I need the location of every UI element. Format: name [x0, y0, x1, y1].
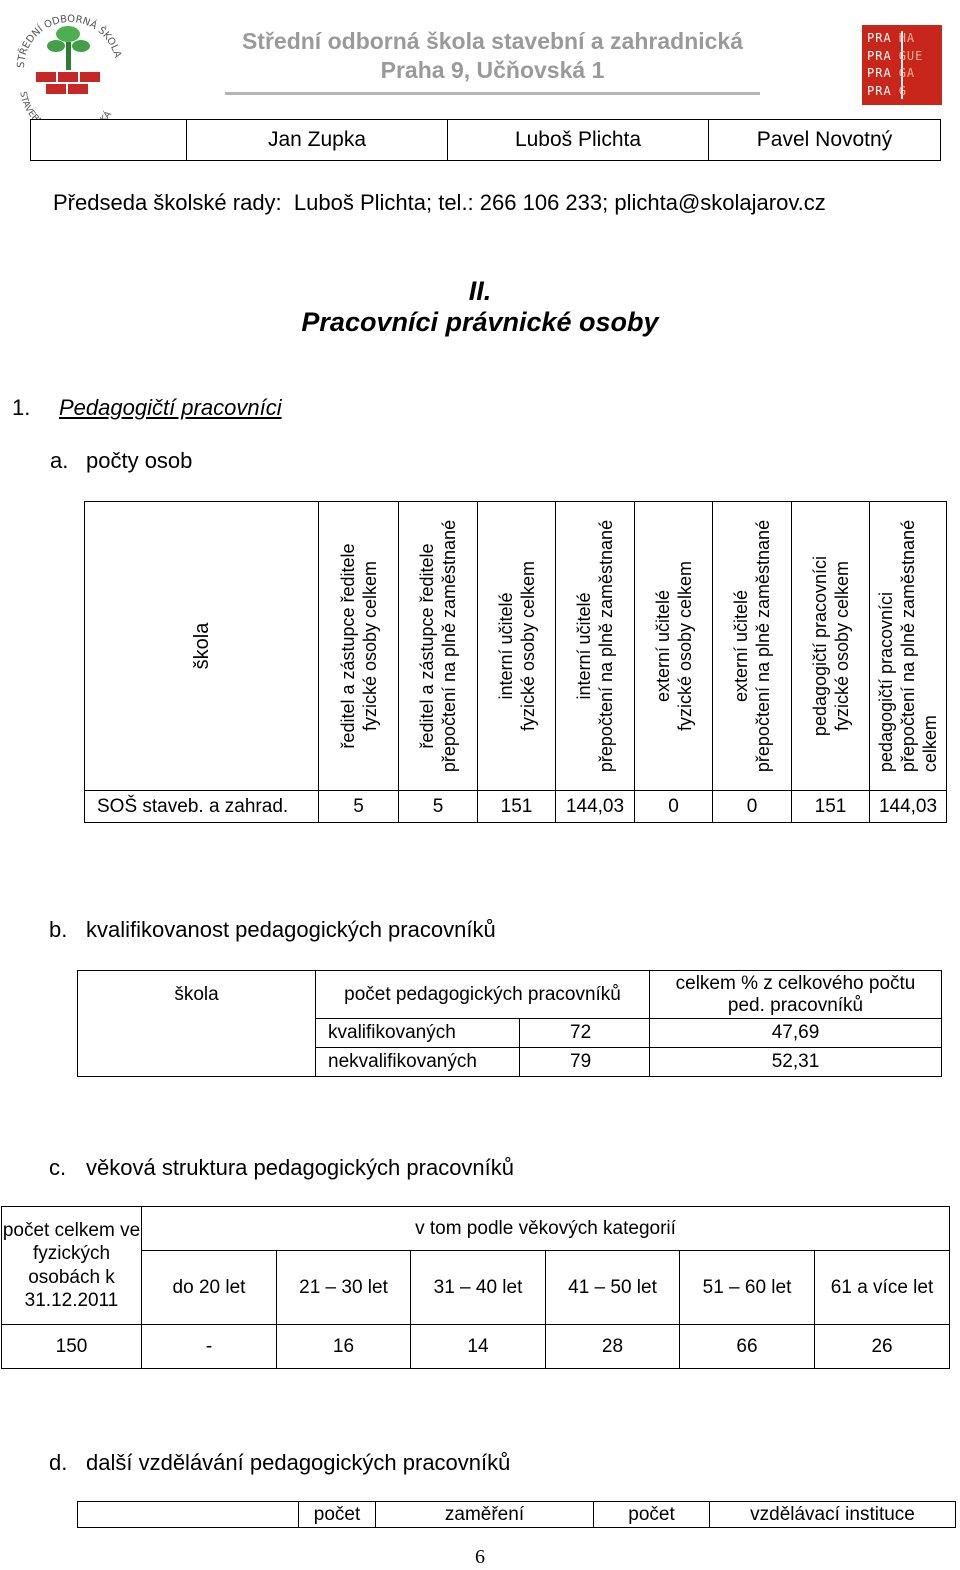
headcount-header-line: celkem: [920, 715, 940, 773]
headcount-header-line: přepočtení na plně zaměstnané: [439, 519, 459, 773]
part-a-letter: a.: [50, 448, 69, 473]
qualification-table: [77, 970, 942, 1077]
headcount-header-cell: [556, 502, 635, 791]
header-rule: [225, 92, 760, 95]
headcount-header-line: interní učitelé: [574, 592, 594, 700]
headcount-header-line: externí učitelé: [731, 589, 751, 703]
praha-logo-row: PRA HA: [867, 31, 916, 45]
headcount-value: 144,03: [556, 791, 635, 823]
school-name-line1: Střední odborná škola stavební a zahradnická: [241, 28, 744, 54]
svg-text:STAVEBNÍ A ZAHRADNICKÁ: [17, 91, 114, 120]
headcount-header-line: fyzické osoby celkem: [359, 560, 380, 732]
headcount-header-line: přepočtení na plně zaměstnané: [898, 519, 918, 773]
logo-bottom-text: STAVEB KÁ: [17, 90, 114, 120]
age-category: 41 – 50 let: [546, 1251, 680, 1325]
headcount-value: 144,03: [870, 791, 947, 823]
praha-logo-row: PRA GUE: [867, 48, 924, 63]
qual-row-label: kvalifikovaných: [316, 1019, 520, 1048]
board-member: Jan Zupka: [187, 120, 448, 161]
age-header-total: počet celkem ve fyzických osobách k 31.12.2011: [2, 1207, 142, 1325]
headcount-header-cell: [870, 502, 947, 791]
training-header-cell: vzdělávací instituce: [710, 1502, 956, 1528]
headcount-header-line: interní učitelé: [495, 592, 516, 700]
age-category-value: 28: [546, 1325, 680, 1369]
part-d-letter: d.: [49, 1450, 68, 1475]
headcount-value: 151: [792, 791, 870, 823]
subsection-title: Pedagogičtí pracovníci: [59, 395, 282, 420]
training-header-cell: počet: [594, 1502, 710, 1528]
age-category-value: -: [142, 1325, 277, 1369]
board-member: Luboš Plichta: [448, 120, 709, 161]
headcount-table: [84, 501, 947, 823]
age-category: 31 – 40 let: [411, 1251, 546, 1325]
age-header-group: v tom podle věkových kategorií: [142, 1207, 950, 1251]
headcount-value: 151: [478, 791, 556, 823]
qual-row-pct: 47,69: [650, 1019, 942, 1048]
qual-row-pct: 52,31: [650, 1048, 942, 1077]
headcount-value: 5: [399, 791, 478, 823]
headcount-header-line: pedagogičtí pracovníci: [809, 555, 830, 737]
part-b-title: kvalifikovanost pedagogických pracovníků: [86, 917, 496, 942]
age-category: 21 – 30 let: [277, 1251, 411, 1325]
qual-header-school: škola: [78, 971, 316, 1077]
praha-logo-row: PRA G: [867, 83, 907, 98]
headcount-header-line: škola: [190, 622, 213, 670]
qual-header-count: počet pedagogických pracovníků: [316, 971, 650, 1019]
chair-line: Předseda školské rady: Luboš Plichta; tel.: 266 106 233; plichta@skolajarov.cz: [53, 190, 826, 215]
age-category-value: 66: [680, 1325, 815, 1369]
part-a-title: počty osob: [86, 448, 193, 473]
qual-row-count: 79: [520, 1048, 650, 1077]
board-table: [30, 119, 941, 161]
board-cell-empty: [31, 120, 187, 161]
age-category: 51 – 60 let: [680, 1251, 815, 1325]
age-table: [1, 1206, 950, 1369]
subsection-number: 1.: [12, 395, 31, 420]
headcount-header-cell: [635, 502, 713, 791]
headcount-header-line: fyzické osoby celkem: [674, 560, 695, 732]
headcount-value: 5: [319, 791, 399, 823]
age-category: 61 a více let: [815, 1251, 950, 1325]
qual-row-count: 72: [520, 1019, 650, 1048]
headcount-header-line: fyzické osoby celkem: [517, 560, 538, 732]
age-category-value: 14: [411, 1325, 546, 1369]
qual-header-pct: celkem % z celkového počtu ped. pracovníků: [650, 971, 942, 1019]
training-header-cell: počet: [299, 1502, 376, 1528]
part-b-letter: b.: [49, 917, 68, 942]
training-header-cell: zaměření: [376, 1502, 594, 1528]
headcount-header-cell: [713, 502, 792, 791]
section-title: Pracovníci právnické osoby: [301, 307, 659, 337]
board-member: Pavel Novotný: [709, 120, 941, 161]
age-category-value: 16: [277, 1325, 411, 1369]
headcount-header-line: externí učitelé: [652, 589, 673, 703]
training-header-cell: [78, 1502, 299, 1528]
headcount-header-cell: [792, 502, 870, 791]
part-d-title: další vzdělávání pedagogických pracovníků: [86, 1450, 511, 1475]
age-category: do 20 let: [142, 1251, 277, 1325]
training-table: [77, 1501, 956, 1528]
headcount-school-name: SOŠ staveb. a zahrad.: [85, 791, 319, 823]
age-category-value: 26: [815, 1325, 950, 1369]
headcount-header-cell: [399, 502, 478, 791]
headcount-header-cell: [319, 502, 399, 791]
age-total-value: 150: [2, 1325, 142, 1369]
headcount-header-line: pedagogičtí pracovníci: [876, 591, 896, 773]
headcount-header-school: [85, 502, 319, 791]
school-name-line2: Praha 9, Učňovská 1: [380, 57, 605, 83]
headcount-header-line: ředitel a zástupce ředitele: [337, 543, 358, 749]
headcount-header-line: fyzické osoby celkem: [831, 560, 852, 732]
page-number: 6: [475, 1546, 485, 1568]
part-c-letter: c.: [49, 1155, 67, 1180]
section-numeral: II.: [468, 276, 492, 306]
logo-arc-text: STŘEDNÍ ODBORNÁ ŠKOLA: [15, 13, 123, 69]
school-logo: [8, 2, 130, 120]
headcount-header-line: přepočtení na plně zaměstnané: [753, 519, 773, 773]
headcount-value: 0: [635, 791, 713, 823]
part-c-title: věková struktura pedagogických pracovníků: [86, 1155, 515, 1180]
qual-row-label: nekvalifikovaných: [316, 1048, 520, 1077]
headcount-header-line: ředitel a zástupce ředitele: [417, 543, 437, 749]
headcount-header-cell: [478, 502, 556, 791]
praha-logo: [862, 25, 942, 105]
praha-logo-row: PRA GA: [867, 66, 916, 80]
headcount-header-line: přepočtení na plně zaměstnané: [596, 519, 616, 773]
headcount-value: 0: [713, 791, 792, 823]
